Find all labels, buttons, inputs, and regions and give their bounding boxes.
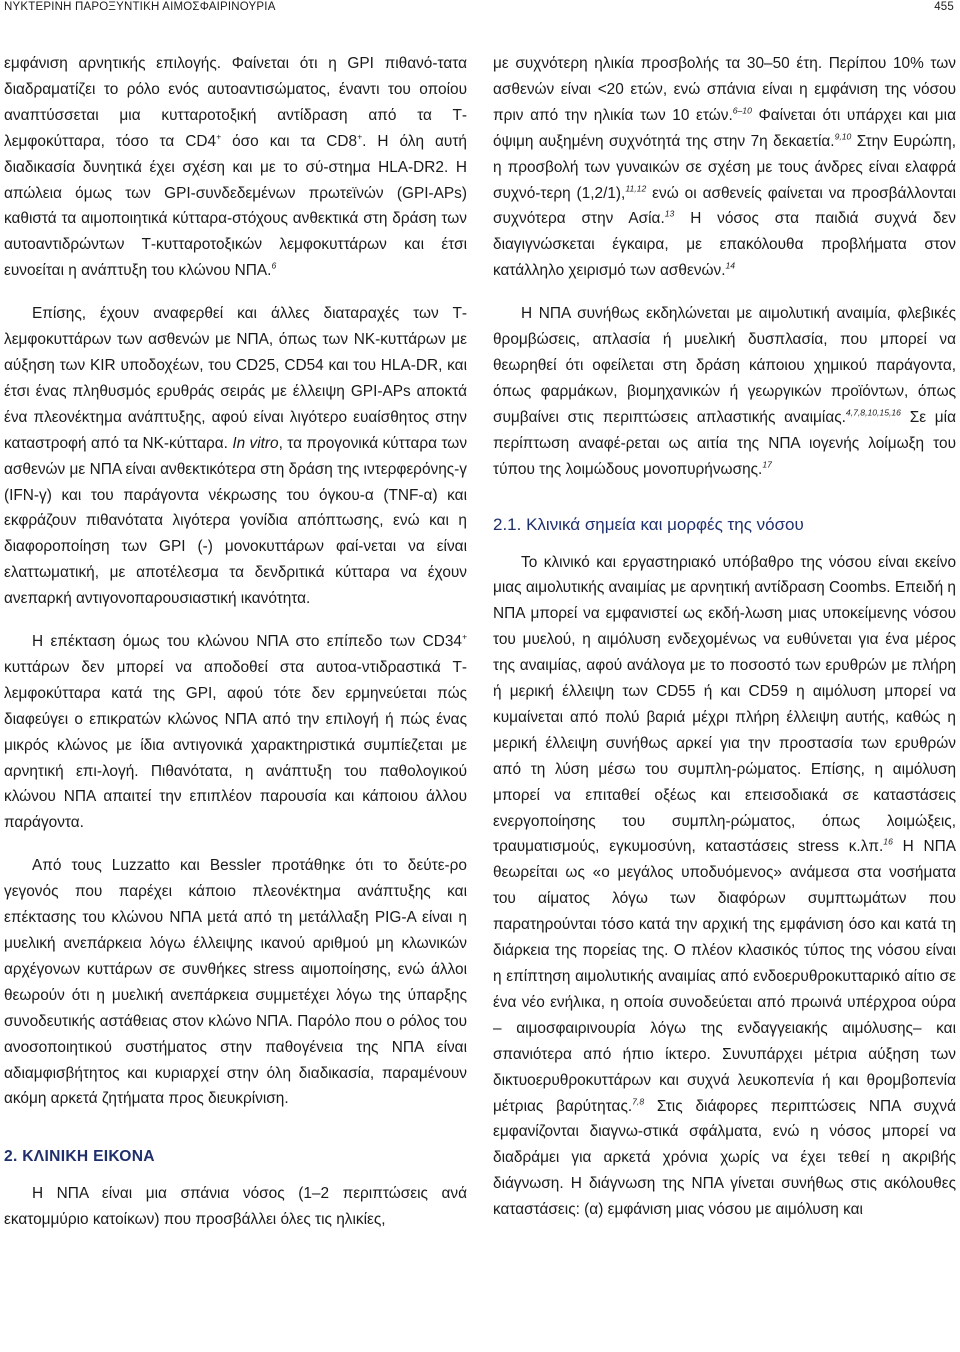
paragraph-text: Η νόσος στα παιδιά συχνά δεν διαγιγνώσκεται έγκαιρα, με επακόλουθα προβλήματα στον κατάλληλο χειρισμό των ασθενών. <box>493 210 956 280</box>
reference-marker: 6–10 <box>732 105 752 116</box>
paragraph <box>4 629 467 836</box>
paragraph <box>493 550 956 1224</box>
reference-marker: 14 <box>725 260 736 271</box>
reference-marker: 4,7,8,10,15,16 <box>845 407 901 418</box>
paragraph-text: όσο και τα CD8 <box>221 132 358 150</box>
reference-marker: 7,8 <box>632 1096 645 1107</box>
paragraph <box>493 301 956 482</box>
page-number: 455 <box>934 1 954 13</box>
paragraph-text: Επίσης, έχουν αναφερθεί και άλλες διαταραχές των Τ-λεμφοκυττάρων των ασθενών με ΝΠΑ, όπως των NK-κυττάρων με αύξηση των KIR υποδοχέων, του CD25, CD54 και του HLA-DR, και έτσι ένας πληθυσμός ερυθράς σειράς με έλλειψη GPI-APs αποκτά ένα πλεονέκτημα ανάπτυξης, αφού είναι λιγότερο ευαίσθητος στην καταστροφή από τα NK-κύτταρα. <box>4 305 467 452</box>
paragraph-text: κυττάρων δεν μπορεί να αποδοθεί στα αυτοα-ντιδραστικά Τ-λεμφοκύτταρα κατά της GPI, αφού τότε δεν ερμηνεύεται πώς διαφεύγει ο επικρατών κλώνος ΝΠΑ από την επιλογή ή πώς ένας μικρός κλώνος με ίδια αντιγονικά χαρακτηριστικά συμπίεζεται με αρνητική επι-λογή. Πιθανότατα, η ανάπτυξη του παθολογικού κλώνου ΝΠΑ απαιτεί την επιπλέον παρουσία και κάποιου άλλου παράγοντα. <box>4 658 467 832</box>
paragraph-text: Η ΝΠΑ συνήθως εκδηλώνεται με αιμολυτική αναιμία, φλεβικές θρομβώσεις, απλασία ή μυελική δυσπλασία, που μπορεί να θεωρηθεί ότι οφείλεται στη δράση κάποιου χημικού παράγοντα, όπως φαρμάκων, βιομηχανικών ή γεωργικών προϊόντων, όπως συμβαίνει στις περιπτώσεις απλαστικής αναιμίας. <box>493 305 956 426</box>
paragraph-text: Φαίνεται ότι υπάρχει και μια όψιμη αυξημένη συχνότητά της στην 7η δεκαετία. <box>493 106 956 150</box>
left-column <box>4 51 467 1233</box>
paragraph-text: Η επέκταση όμως του κλώνου ΝΠΑ στο επίπεδο των CD34 <box>32 633 462 651</box>
paragraph-text: εμφάνιση αρνητικής επιλογής. Φαίνεται ότι η GPI πιθανό-τατα διαδραματίζει το ρόλο ενός αυτοαντισώματος, έναντι του οποίου αναπτύσσεται μια κυτταροτοξική αντίδραση από τα Τ-λεμφοκύτταρα, τόσο τα CD4 <box>4 55 467 150</box>
paragraph-text: Στην Ευρώπη, η προσβολή των γυναικών σε σχέση με τους άνδρες είναι ελαφρά συχνό-τερη (1,2/1), <box>493 132 957 202</box>
superscript: + <box>357 131 363 142</box>
section-heading: 2. ΚΛΙΝΙΚΗ ΕΙΚΟΝΑ <box>4 1148 155 1166</box>
paragraph-text: ενώ οι ασθενείς φαίνεται να προσβάλλονται συχνότερα στην Ασία. <box>493 184 956 228</box>
paragraph-text: Το κλινικό και εργαστηριακό υπόβαθρο της νόσου είναι εκείνο μιας αιμολυτικής αναιμίας με αρνητική αντίδραση Coombs. Επειδή η ΝΠΑ μπορεί να εμφανιστεί ως εκδή-λωση μιας υποκείμενης νόσου του μυελού, η αιμόλυση ενδεχομένως να ευθύνεται για ένα μέρος της αναιμίας, αφού ανάλογα με το ποσοστό των ερυθρών με πλήρη ή μερική έλλειψη των CD55 ή και CD59 η αιμόλυση μπορεί να κυμαίνεται από πολύ βαριά μέχρι πλήρη έλλειψη αυτής, καθώς η μερική έλλειψη συνήθως αρκεί για την προστασία των ερυθρών από τη λύση μέσω του συμπλη-ρώματος. Επίσης, η αιμόλυση μπορεί να επιταθεί οξέως και επεισοδιακά σε καταστάσεις ενεργοποίησης του συμπλη-ρώματος, όπως λοιμώξεις, τραυματισμούς, εγκυμοσύνη, καταστάσεις stress κ.λπ. <box>493 553 956 856</box>
superscript: + <box>216 131 222 142</box>
running-header <box>0 0 960 20</box>
right-column <box>493 51 956 1223</box>
paragraph <box>4 51 467 284</box>
paragraph-text: Στις διάφορες περιπτώσεις ΝΠΑ συχνά εμφανίζονται διαγνω-στικά σφάλματα, ενώ η νόσος μπορεί να διαδράμει για αρκετά χρόνια χωρίς να έχει τεθεί η ακριβής διάγνωση. Η διάγνωση της ΝΠΑ γίνεται συνήθως στις ακόλουθες καταστάσεις: (α) εμφάνιση μιας νόσου με αιμόλυση και <box>493 1097 956 1219</box>
paragraph-text: Σε μία περίπτωση αναφέ-ρεται ως αιτία της ΝΠΑ ιογενής λοίμωξη του τύπου της λοιμώδους μονοπυρήνωσης. <box>493 408 956 478</box>
paragraph-text: Η ΝΠΑ θεωρείται ως «ο μεγάλος υποδυόμενος» ανάμεσα στα νοσήματα του αίματος λόγω των διαφόρων συμπτωμάτων που παρατηρούνται τόσο κατά την αρχική της εμφάνιση όσο και κατά τη διάρκεια της πορείας της. Ο πλέον κλασικός τύπος της νόσου είναι η επίπτηση αιμολυτικής αναιμίας από ενδοερυθροκυτταρικό αίτιο σε ένα νέο ενήλικα, η οποία συνοδεύεται από πρωινά υπέρχροα ούρα – αιμοσφαιρινουρία λόγω της ενδαγγειακής αιμόλυσης– και σπανιότερα από ήπιο ίκτερο. Συνυπάρχει μέτρια αύξηση των δικτυοερυθροκυττάρων και συχνά λευκοπενία ή και θρομβοπενία μέτριας βαρύτητας. <box>493 838 956 1115</box>
reference-marker: 9,10 <box>834 131 852 142</box>
reference-marker: 17 <box>762 459 772 470</box>
reference-marker: 11,12 <box>625 183 647 194</box>
superscript: + <box>461 631 467 642</box>
subsection-heading: 2.1. Κλινικά σημεία και μορφές της νόσου <box>493 514 804 534</box>
italic-term: In vitro <box>232 434 279 452</box>
reference-marker: 16 <box>883 837 893 848</box>
reference-marker: 13 <box>664 208 675 219</box>
paragraph: Η ΝΠΑ είναι μια σπάνια νόσος (1–2 περιπτώσεις ανά εκατομμύριο κατοίκων) που προσβάλλει όλες τις ηλικίες, <box>4 1185 467 1229</box>
paragraph-text: . Η όλη αυτή διαδικασία δυνητικά έχει σχέση και με το σύ-στημα HLA-DR2. Η απώλεια όμως των GPI-συνδεδεμένων πρωτεϊνών (GPI-APs) καθιστά τα αιμοποιητικά κύτταρα-στόχους ανθεκτικά στη δράση των αυτοαντιδρώντων Τ-κυτταροτοξικών λεμφοκυττάρων και έτσι ευνοείται η ανάπτυξη του κλώνου ΝΠΑ. <box>4 132 467 280</box>
running-title: ΝΥΚΤΕΡΙΝΗ ΠΑΡΟΞΥΝΤΙΚΗ ΑΙΜΟΣΦΑΙΡΙΝΟΥΡΙΑ <box>4 1 276 13</box>
paragraph <box>4 301 467 612</box>
paragraph-text: με συχνότερη ηλικία προσβολής τα 30–50 έτη. Περίπου 10% των ασθενών είναι <20 ετών, ενώ σπάνια είναι η εμφάνιση της νόσου πριν από την ηλικία των 10 ετών. <box>493 55 956 124</box>
reference-marker: 6 <box>271 260 277 271</box>
paragraph-text: , τα προγονικά κύτταρα των ασθενών με ΝΠΑ είναι ανθεκτικότερα στη δράση της ιντερφερόνης-γ (IFN-γ) και του παράγοντα νέκρωσης του όγκου-α (TNF-α) και εκφράζουν πιθανότατα λιγότερα γονίδια απόπτωσης, ενώ και η διαφοροποίηση των GPI (-) μονοκυττάρων φαί-νεται να είναι ελαττωματική, με αποτέλεσμα τα δενδριτικά κύτταρα να έχουν ανεπαρκή αντιγονοπαρουσιαστική ικανότητα. <box>4 434 468 608</box>
paragraph: Από τους Luzzatto και Bessler προτάθηκε ότι το δεύτε-ρο γεγονός που παρέχει κάποιο πλεονέκτημα ανάπτυξης και επέκτασης του κλώνου ΝΠΑ μετά από τη μετάλλαξη PIG-A είναι η μυελική ανεπάρκεια λόγω έλλειψης ικανού αριθμού μη κλωνικών αρχέγονων κυττάρων σε συνθήκες stress αιμοποίησης, ενώ άλλοι θεωρούν ότι η μυελική ανεπάρκεια συμμετέχει λόγω της ύπαρξης συνοδευτικής αστάθειας στον κλώνο ΝΠΑ. Παρόλο που ο ρόλος του ανοσοποιητικού συστήματος στην παθογένεια της ΝΠΑ είναι αδιαμφισβήτητος και κυριαρχεί στην όλη διαδικασία, παραμένουν ακόμη αρκετά ζητήματα προς διευκρίνιση. <box>4 857 467 1108</box>
paragraph <box>493 51 956 284</box>
